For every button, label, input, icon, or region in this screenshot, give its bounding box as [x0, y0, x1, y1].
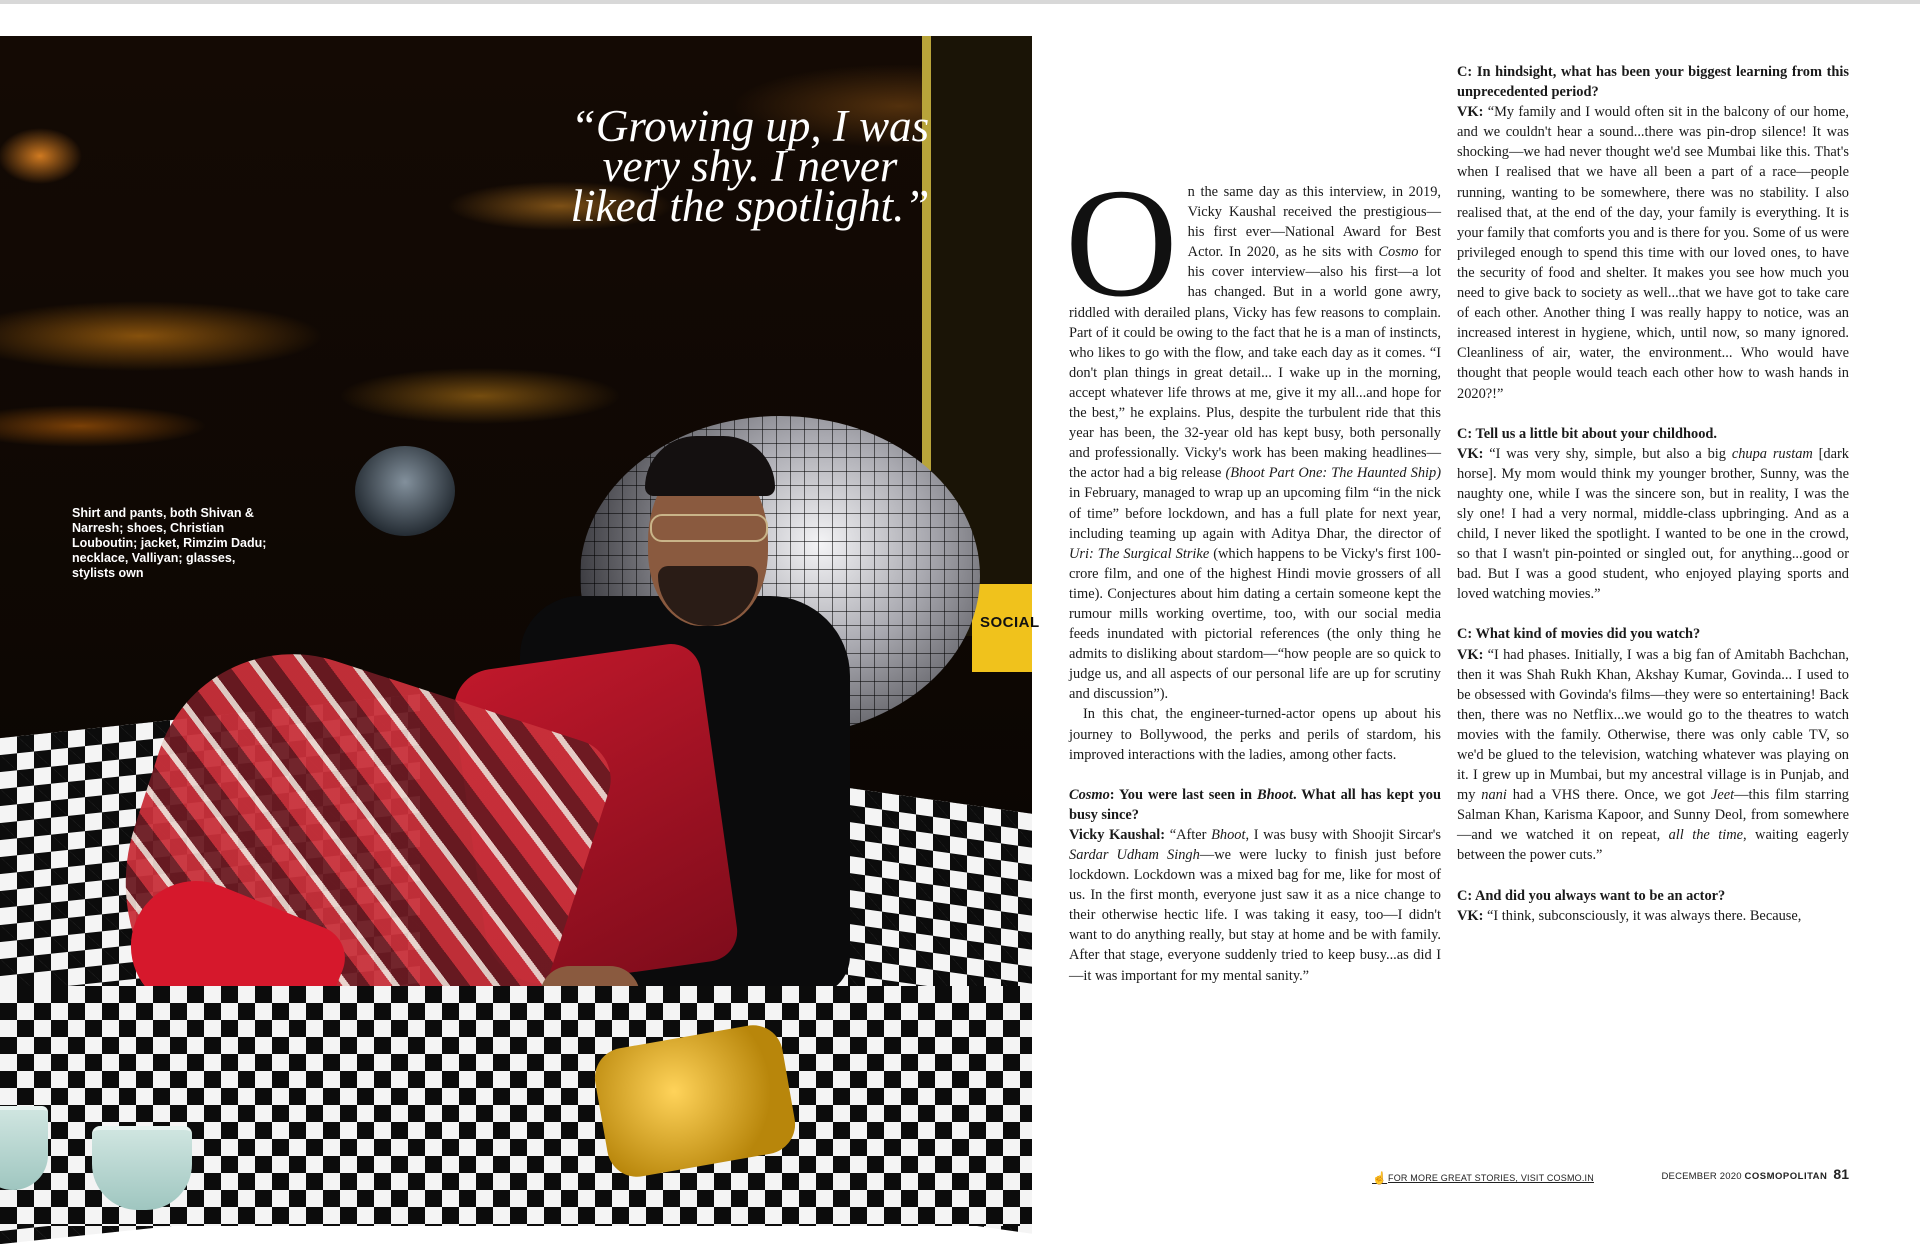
answer-1 — [1069, 825, 1441, 986]
footer-date: DECEMBER 2020 — [1661, 1171, 1742, 1182]
intro-text: Uri: The Surgical Strike — [1069, 545, 1210, 562]
question-text: : You were last seen in — [1109, 786, 1257, 803]
answer-text: [dark horse]. My mom would think my younger brother, Sunny, was the naughty one, while I was the sincere son, but in reality, I was the sly one! I had a very normal, middle-class upbringing. And as a child, I never liked the spotlight. I wanted to be one in the crowd, so that I wasn't pin-pointed or singled out, for anything...good or bad. But I was a good student, who enjoyed playing sports and loved watching movies.” — [1457, 445, 1849, 603]
answer-3 — [1457, 444, 1849, 605]
question-5: C: And did you always want to be an actor? — [1457, 887, 1726, 904]
article-column-2 — [1457, 62, 1849, 926]
answer-text: Sardar Udham Singh — [1069, 847, 1200, 863]
answer-text: “After — [1165, 826, 1212, 843]
question-4: C: What kind of movies did you watch? — [1457, 626, 1701, 643]
answer-label: Vicky Kaushal: — [1069, 826, 1166, 843]
viewer-top-bar — [0, 0, 1920, 4]
answer-label: VK: — [1457, 646, 1484, 663]
answer-text: Jeet — [1710, 787, 1735, 804]
question-text: . What all has kept you busy since? — [1069, 786, 1441, 823]
answer-text: “I had phases. Initially, I was a big fan of Amitabh Bachchan, then it was Shah Rukh Khan, Akshay Kumar, Govinda... I used to be obsessed with Govinda's films—they were so entertaining! Back then, there was no Netflix...we would go to the theatres to watch movies with the family. Otherwise, there was only cable TV, so we'd be glued to the television, watching whatever was playing on it. I grew up in Mumbai, but my ancestral village is in Punjab, and my — [1457, 646, 1849, 804]
intro-paragraph-2: In this chat, the engineer-turned-actor opens up about his journey to Bollywood, the perks and perils of stardom, his improved interactions with the ladies, among other facts. — [1069, 706, 1441, 763]
footer-issue — [1661, 1171, 1827, 1182]
intro-text: (which happens to be Vicky's first 100-crore film, and one of the highest Hindi movie grossers of all time). Conjectures about him dating a certain someone kept the rumour mills working overtime, too, with our social media feeds inundated with pictorial references (the only thing he admits to disliking about stardom—“how people are so quick to judge us, and all aspects of our personal life are up for scrutiny and discussion”). — [1069, 545, 1442, 703]
answer-text: chupa rustam — [1731, 445, 1813, 462]
intro-text: n the same day as this interview, in 2019, Vicky Kaushal received the prestigious—his first ever—National Award for Best Actor. In 2020, as he sits with — [1187, 184, 1441, 261]
answer-label: VK: — [1457, 907, 1484, 924]
answer-text: all the time — [1668, 827, 1744, 844]
answer-text: “My family and I would often sit in the balcony of our home, and we couldn't hear a sound...there was pin-drop silence! It was shocking—we had never thought we'd see Mumbai like this. That's when I realised that we have all been a part of a race—people running, wanting to be somewhere, there was no stability. I also realised that, at the end of the day, your family is everything. It is your family that comforts you and is there for you. Some of us were privileged enough to spend this time with our loved ones, to have the security of food and shelter. It makes you see how much you need to give back to society as well...that we have got to take care of each other. Another thing I was really happy to notice, was an increased interest in hygiene, which, until now, so many ignored. Cleanliness of air, water, the environment... Who would have thought that people would teach each other how to wash hands in 2020?!” — [1457, 104, 1849, 402]
cosmo-website-link[interactable] — [1372, 1170, 1594, 1186]
small-disco-ball — [355, 446, 455, 536]
answer-text: Bhoot — [1211, 826, 1246, 843]
article-column-1 — [1065, 156, 1442, 986]
intro-text: for his cover interview—also his first—a lot has changed. But in a world gone awry, riddled with derailed plans, Vicky has few reasons to complain. Part of it could be owing to the fact that he is a man of instincts, who likes to go with the flow, and take each day as it comes. “I don't plan things in great detail... I wake up in the morning, accept whatever life throws at me, give it my all...and hope for the best,” he explains. Plus, despite the turbulent ride that this year has been, the 32-year old has kept busy, both personally and professionally. Vicky's work has been making headlines—the actor had a big release — [1069, 244, 1441, 482]
answer-2 — [1457, 102, 1849, 403]
question-1 — [1069, 785, 1441, 825]
answer-text: —we were lucky to finish just before lockdown. Lockdown was a mixed bag for me, like for most of us. In the first month, everyone just saw it as a nice change to their otherwise hectic life. I was taking it easy, too—I didn't want to do anything really, but stay at home and be with family. After that stage, everyone suddenly tried to keep busy...as did I—it was important for my mental sanity.” — [1069, 847, 1441, 984]
answer-text: , waiting eagerly between the power cuts.” — [1457, 827, 1849, 864]
answer-label: VK: — [1457, 104, 1484, 121]
intro-paragraph — [1065, 156, 1442, 704]
answer-5 — [1457, 906, 1849, 926]
page-footer — [1661, 1166, 1849, 1182]
figure-glasses — [650, 514, 768, 542]
cover-photo — [0, 36, 1040, 1222]
answer-label: VK: — [1457, 445, 1484, 462]
answer-text: —this film starring Salman Khan, Karisma Kapoor, and Sunny Deol, from somewhere—and we watched it on repeat, — [1457, 787, 1849, 844]
answer-text: , I was busy with Shoojit Sircar's — [1245, 826, 1441, 843]
question-2: C: In hindsight, what has been your biggest learning from this unprecedented period? — [1457, 64, 1849, 101]
photo-credit: Shirt and pants, both Shivan & Narresh; shoes, Christian Louboutin; jacket, Rimzim Dadu; necklace, Valliyan; glasses, stylists own — [72, 506, 267, 580]
intro-text: Cosmo — [1378, 244, 1419, 261]
drop-cap: O — [1065, 156, 1178, 329]
intro-text: (Bhoot Part One: The Haunted Ship) — [1225, 465, 1442, 482]
intro-text: in February, managed to wrap up an upcoming film “in the nick of time” before lockdown, and has a full plate for next year, including teaming up again with Aditya Dhar, the director of — [1069, 485, 1441, 542]
answer-text: “I think, subconsciously, it was always there. Because, — [1483, 907, 1802, 924]
answer-4 — [1457, 645, 1849, 866]
question-text: Bhoot — [1256, 786, 1293, 803]
footer-link-text: FOR MORE GREAT STORIES, VISIT COSMO.IN — [1388, 1173, 1594, 1183]
pull-quote: “Growing up, I was very shy. I never liked the spotlight.” — [570, 101, 930, 231]
teacup — [92, 1126, 192, 1210]
answer-text: “I was very shy, simple, but also a big — [1483, 445, 1732, 462]
answer-text: had a VHS there. Once, we got — [1506, 787, 1711, 804]
answer-text: nani — [1481, 787, 1507, 804]
footer-brand: COSMOPOLITAN — [1744, 1171, 1828, 1182]
page-number: 81 — [1833, 1166, 1849, 1182]
pointing-hand-icon: ☝ — [1372, 1171, 1388, 1185]
question-label: Cosmo — [1069, 786, 1110, 803]
social-sign: SOCIAL — [972, 584, 1032, 672]
question-3: C: Tell us a little bit about your childhood. — [1457, 425, 1718, 442]
